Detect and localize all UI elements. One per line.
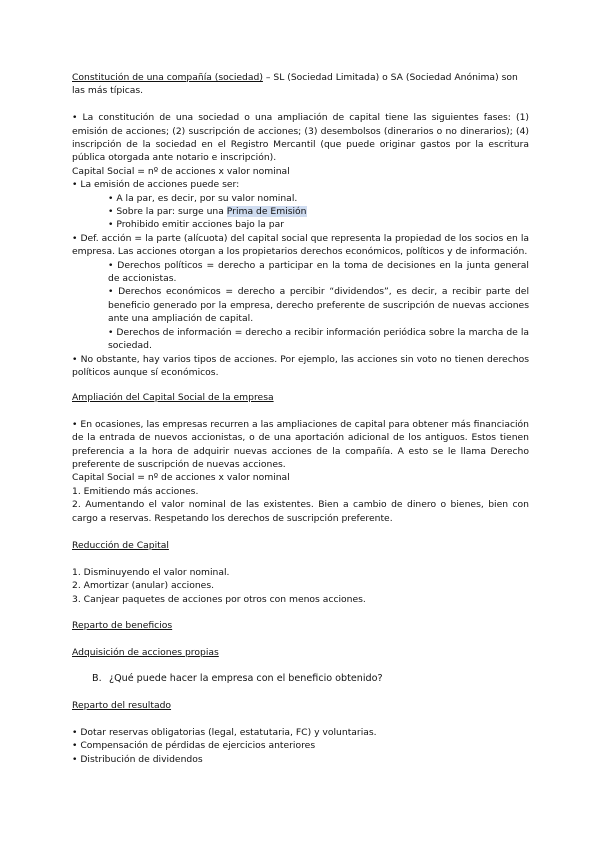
emision-item-par: • A la par, es decir, por su valor nominal. xyxy=(108,192,298,204)
resultado-item-3: • Distribución de dividendos xyxy=(72,753,203,765)
reduccion-item-3: 3. Canjear paquetes de acciones por otros con menos acciones. xyxy=(72,593,366,605)
question-text: ¿Qué puede hacer la empresa con el beneficio obtenido? xyxy=(109,673,383,684)
ampliacion-item-1: 1. Emitiendo más acciones. xyxy=(72,485,199,497)
section-title-adquisicion: Adquisición de acciones propias xyxy=(72,647,219,658)
section-title-reparto-beneficios: Reparto de beneficios xyxy=(72,620,173,631)
section-ampliacion xyxy=(72,391,529,525)
section-title-reduccion: Reducción de Capital xyxy=(72,540,169,551)
section-title-ampliacion: Ampliación del Capital Social de la empresa xyxy=(72,392,274,403)
paragraph-definicion-accion: • Def. acción = la parte (alícuota) del capital social que representa la propiedad de los socios en la empresa. Las acciones otorgan a los propietarios derechos económicos, políticos y de información. xyxy=(72,232,529,258)
question-block xyxy=(72,672,529,685)
reduccion-item-1: 1. Disminuyendo el valor nominal. xyxy=(72,566,230,578)
formula-capital-social: Capital Social = nº de acciones x valor nominal xyxy=(72,165,290,177)
ampliacion-item-2: 2. Aumentando el valor nominal de las existentes. Bien a cambio de dinero o bienes, bien con cargo a reservas. Respetando los derechos de suscripción preferente. xyxy=(72,499,529,524)
section-title-reparto-resultado: Reparto del resultado xyxy=(72,700,172,711)
resultado-item-1: • Dotar reservas obligatorias (legal, estatutaria, FC) y voluntarias. xyxy=(72,726,377,738)
section-adquisicion xyxy=(72,646,529,659)
emision-item-bajo-par: • Prohibido emitir acciones bajo la par xyxy=(108,219,285,231)
section-reduccion xyxy=(72,539,529,606)
paragraph-fases: • La constitución de una sociedad o una ampliación de capital tiene las siguientes fases: (1) emisión de acciones; (2) suscripción de acciones; (3) desembolsos (dinerarios o no dinerarios); (4) inscripción de la sociedad en el Registro Mercantil (que puede originar gastos por la escritura pública otorgada ante notario e inscripción). xyxy=(72,112,529,164)
derecho-informacion: • Derechos de información = derecho a recibir información periódica sobre la marcha de la sociedad. xyxy=(108,326,529,352)
section-title-constitucion: Constitución de una compañía (sociedad) xyxy=(72,72,263,83)
formula-capital-social-2: Capital Social = nº de acciones x valor nominal xyxy=(72,472,290,484)
question-line xyxy=(92,672,529,685)
paragraph-ampliacion: • En ocasiones, las empresas recurren a las ampliaciones de capital para obtener más financiación de la entrada de nuevos accionistas, o de una aportación adicional de los antiguos. Estos tienen preferencia a la hora de adquirir nuevas acciones de la compañía. A esto se le llama Derecho preferente de suscripción de nuevas acciones. xyxy=(72,418,529,471)
highlighted-text: Prima de Emisión xyxy=(226,206,307,218)
question-number: B. xyxy=(92,673,102,684)
emision-item-sobre-par: • Sobre la par: surge una Prima de Emisión xyxy=(108,206,307,218)
section-constitucion xyxy=(72,71,529,379)
paragraph-no-obstante: • No obstante, hay varios tipos de acciones. Por ejemplo, las acciones sin voto no tienen derechos políticos aunque sí económicos. xyxy=(72,353,529,378)
section-reparto-beneficios xyxy=(72,619,529,632)
derecho-politico: • Derechos políticos = derecho a participar en la toma de decisiones en la junta general de accionistas. xyxy=(108,259,529,285)
reduccion-item-2: 2. Amortizar (anular) acciones. xyxy=(72,580,215,592)
emision-heading: • La emisión de acciones puede ser: xyxy=(72,179,240,191)
section-reparto-resultado xyxy=(72,699,529,766)
resultado-item-2: • Compensación de pérdidas de ejercicios anteriores xyxy=(72,740,316,752)
derecho-economico: • Derechos económicos = derecho a percibir “dividendos”, es decir, a recibir parte del beneficio generado por la empresa, derecho preferente de suscripción de nuevas acciones ante una ampliación de capital. xyxy=(108,286,529,325)
paragraph-intro: Constitución de una compañía (sociedad) – SL (Sociedad Limitada) o SA (Sociedad Anónima) son las más típicas. xyxy=(72,72,518,97)
